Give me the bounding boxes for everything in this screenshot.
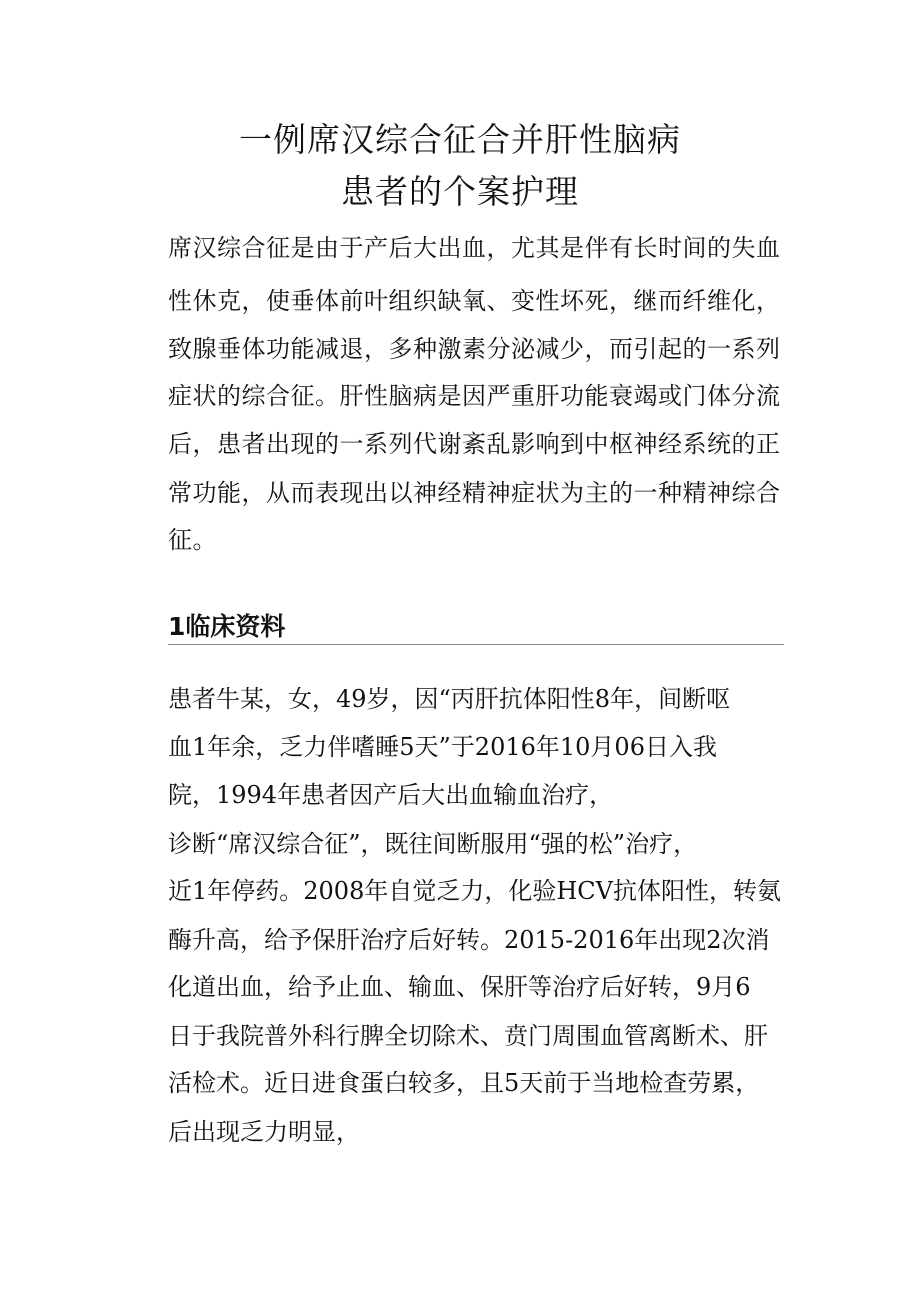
clinical-line: 诊断“席汉综合征”，既往间断服用“强的松”治疗， (168, 830, 698, 858)
intro-line: 性休克，使垂体前叶组织缺氧、变性坏死，继而纤维化， (168, 287, 781, 315)
section-heading-clinical-data: 1临床资料 (168, 610, 784, 645)
clinical-line: 化道出血，给予止血、输血、保肝等治疗后好转，9月6 (168, 973, 751, 1001)
intro-line: 席汉综合征是由于产后大出血，尤其是伴有长时间的失血 (168, 234, 781, 262)
document-title-line-2: 患者的个案护理 (341, 172, 579, 211)
intro-line: 症状的综合征。肝性脑病是因严重肝功能衰竭或门体分流 (168, 382, 781, 410)
clinical-line: 近1年停药。2008年自觉乏力，化验HCV抗体阳性，转氨 (168, 877, 781, 905)
document-title-line-1: 一例席汉综合征合并肝性脑病 (239, 120, 681, 159)
intro-line: 致腺垂体功能减退，多种激素分泌减少，而引起的一系列 (168, 335, 781, 363)
clinical-line: 活检术。近日进食蛋白较多，且5天前于当地检查劳累， (168, 1069, 760, 1097)
intro-line: 后，患者出现的一系列代谢紊乱影响到中枢神经系统的正 (168, 430, 781, 458)
clinical-line: 后出现乏力明显， (168, 1118, 360, 1146)
clinical-line: 酶升高，给予保肝治疗后好转。2015-2016年出现2次消 (168, 926, 770, 954)
clinical-line: 日于我院普外科行脾全切除术、贲门周围血管离断术、肝 (168, 1022, 768, 1050)
intro-line: 征。 (168, 526, 217, 554)
clinical-line: 院，1994年患者因产后大出血输血治疗， (168, 781, 614, 809)
clinical-line: 患者牛某，女，49岁，因“丙肝抗体阳性8年，间断呕 (168, 685, 731, 713)
intro-line: 常功能，从而表现出以神经精神症状为主的一种精神综合 (168, 479, 781, 507)
clinical-line: 血1年余，乏力伴嗜睡5天”于2016年10月06日入我 (168, 733, 717, 761)
